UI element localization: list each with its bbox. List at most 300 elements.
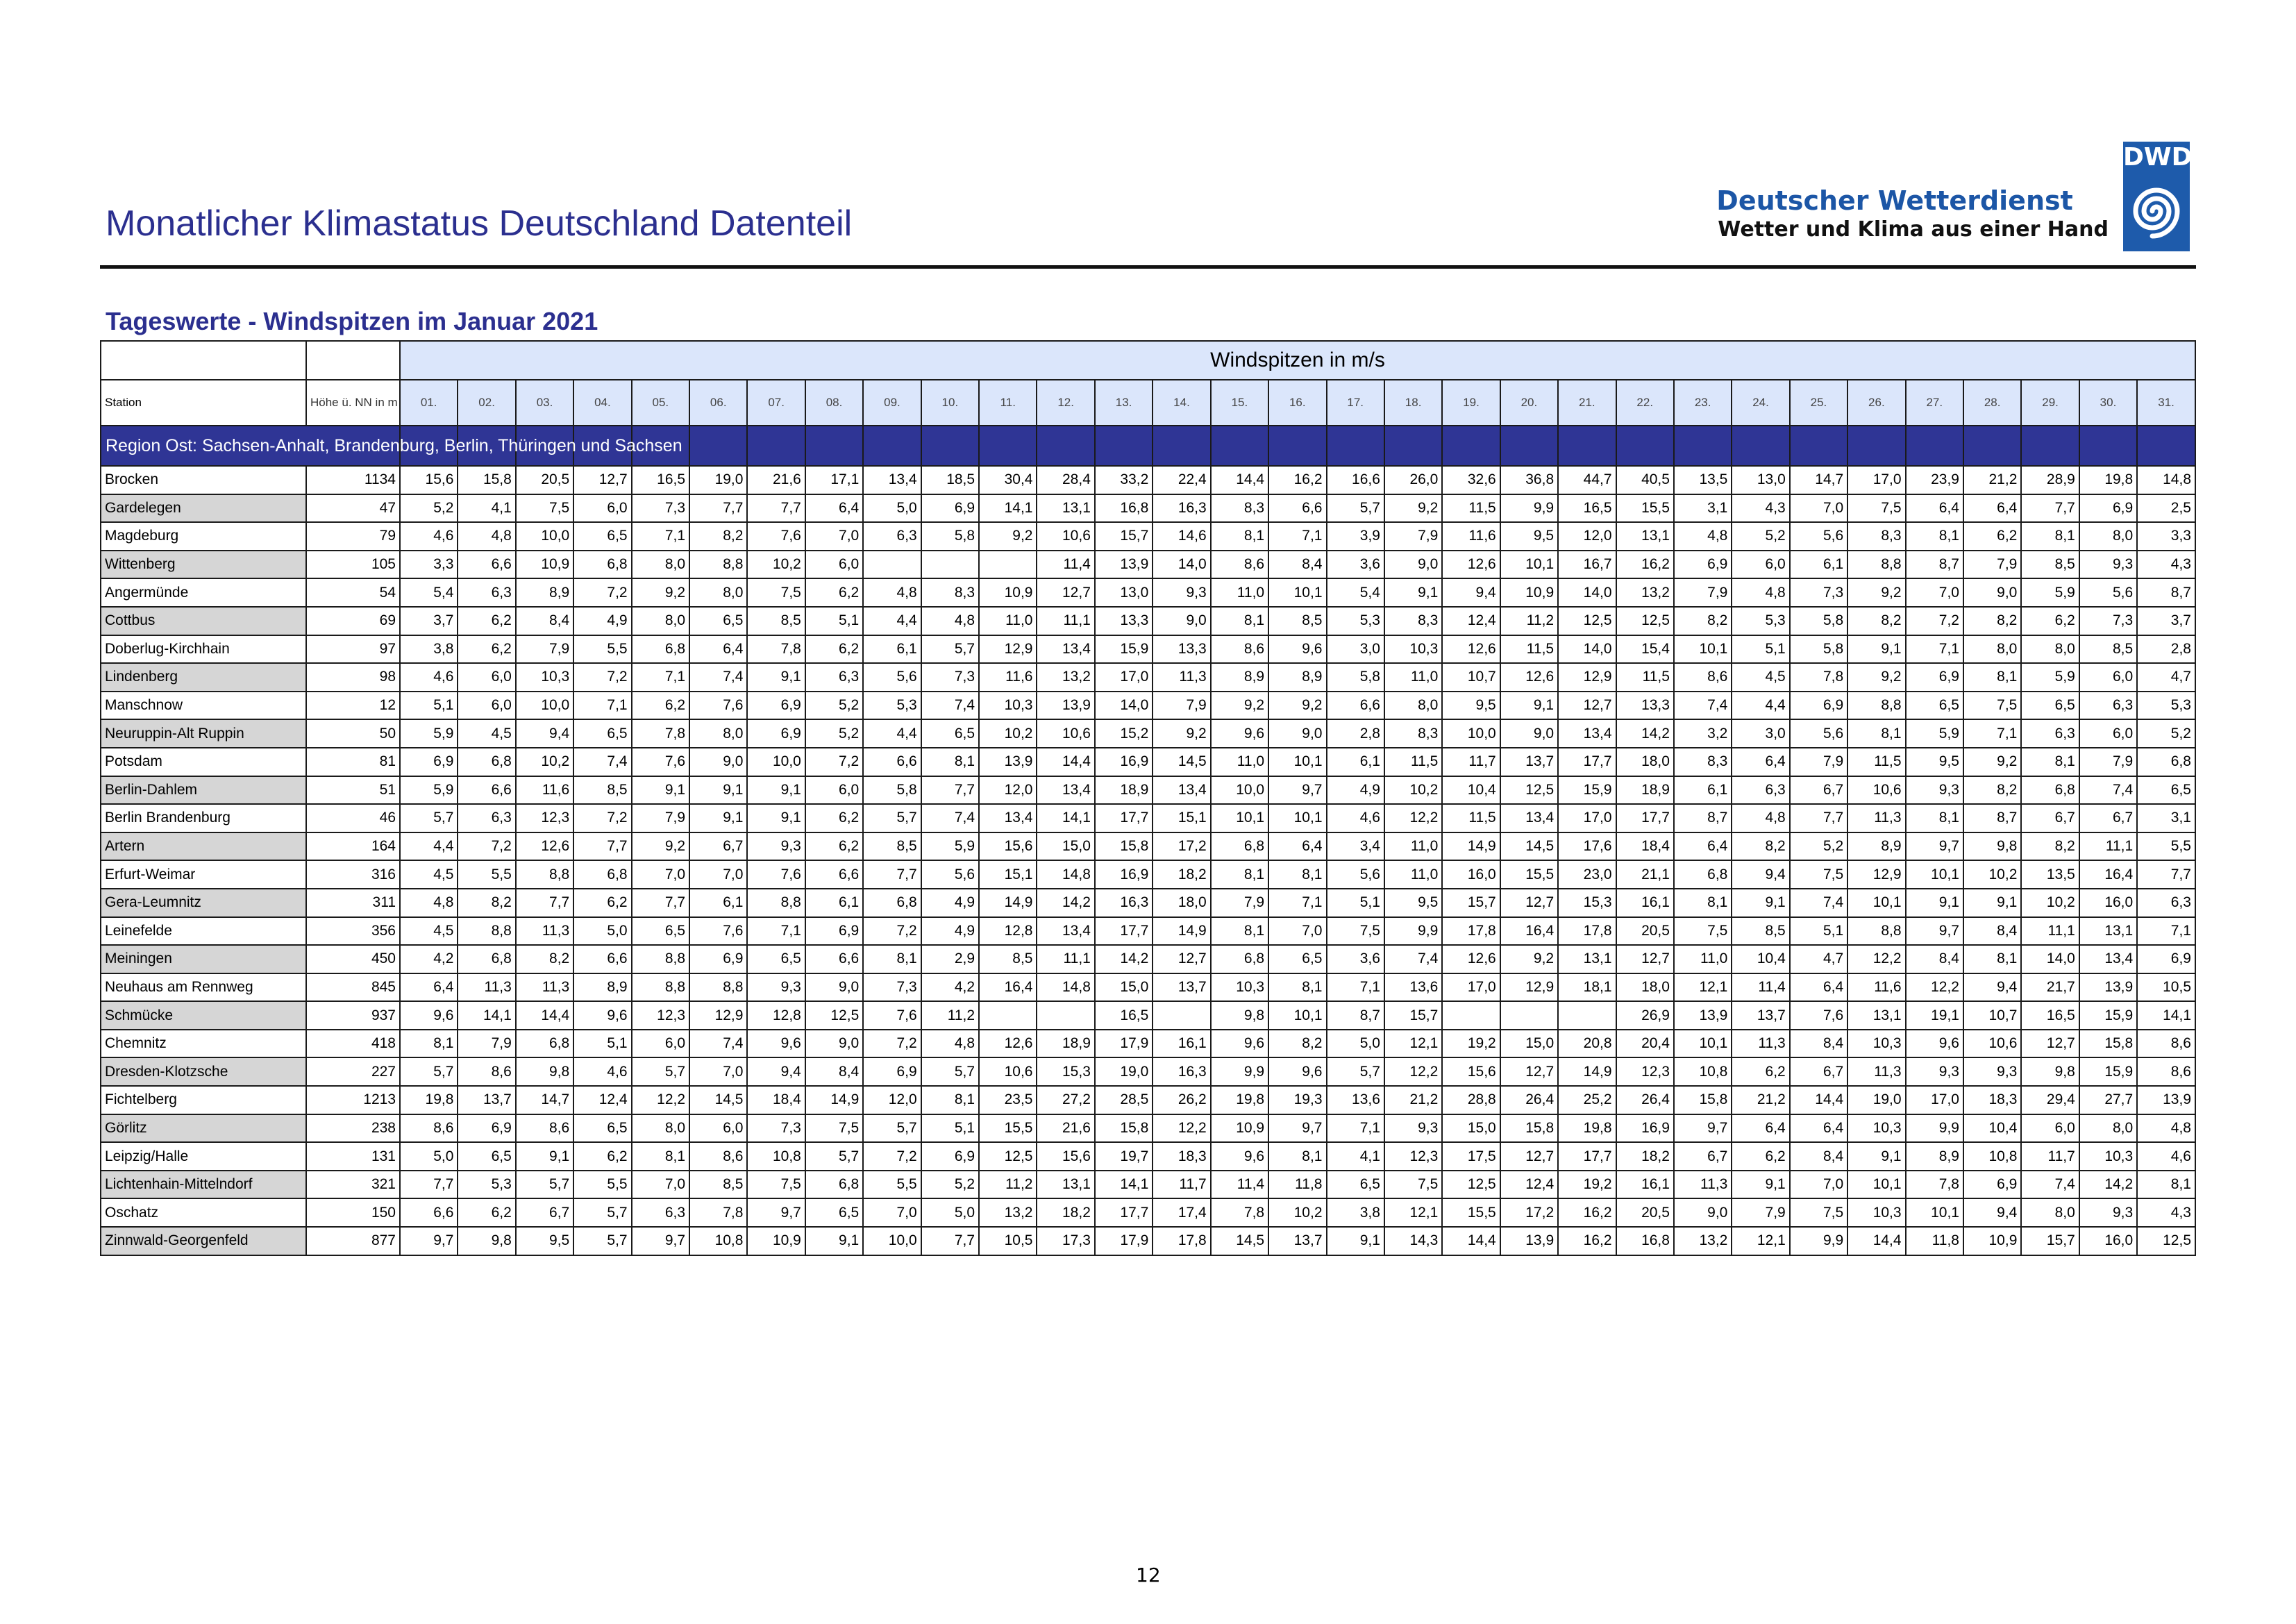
- wind-value-cell: 9,9: [1211, 1057, 1268, 1086]
- wind-value-cell: 9,2: [1211, 692, 1268, 720]
- wind-value-cell: 7,7: [863, 860, 921, 889]
- wind-value-cell: 13,5: [1674, 466, 1732, 494]
- wind-value-cell: 6,0: [1732, 551, 1789, 579]
- station-name: Leinefelde: [101, 917, 306, 946]
- region-cell: [2137, 426, 2195, 466]
- wind-value-cell: 7,4: [921, 804, 979, 832]
- wind-value-cell: 16,2: [1268, 466, 1326, 494]
- wind-value-cell: 9,1: [747, 776, 805, 805]
- wind-value-cell: 7,0: [632, 860, 689, 889]
- wind-value-cell: 8,1: [1211, 522, 1268, 551]
- wind-value-cell: 16,3: [1095, 889, 1153, 917]
- wind-value-cell: 12,9: [979, 635, 1037, 664]
- wind-value-cell: 44,7: [1558, 466, 1616, 494]
- wind-value-cell: 6,2: [458, 635, 515, 664]
- wind-value-cell: 7,3: [747, 1114, 805, 1143]
- wind-value-cell: 6,6: [573, 945, 631, 973]
- wind-value-cell: 11,0: [1384, 663, 1442, 692]
- day-header: 10.: [921, 380, 979, 426]
- wind-value-cell: 19,0: [1847, 1086, 1905, 1114]
- wind-value-cell: 19,7: [1095, 1142, 1153, 1171]
- wind-value-cell: 9,2: [1384, 494, 1442, 523]
- wind-value-cell: 14,4: [1790, 1086, 1847, 1114]
- wind-value-cell: 9,5: [1384, 889, 1442, 917]
- day-header: 11.: [979, 380, 1037, 426]
- station-height: 51: [306, 776, 400, 805]
- wind-value-cell: 10,2: [2021, 889, 2079, 917]
- wind-value-cell: 6,5: [1268, 945, 1326, 973]
- wind-value-cell: 4,8: [863, 578, 921, 607]
- wind-value-cell: 15,8: [1500, 1114, 1558, 1143]
- region-cell: [1384, 426, 1442, 466]
- wind-value-cell: 8,4: [1906, 945, 1963, 973]
- region-cell: [1211, 426, 1268, 466]
- wind-value-cell: 12,1: [1384, 1030, 1442, 1058]
- wind-value-cell: 7,7: [689, 494, 747, 523]
- wind-value-cell: 9,2: [979, 522, 1037, 551]
- wind-value-cell: 8,3: [1384, 607, 1442, 635]
- wind-value-cell: 14,4: [1442, 1227, 1500, 1255]
- station-name: Görlitz: [101, 1114, 306, 1143]
- wind-value-cell: 17,8: [1558, 917, 1616, 946]
- wind-value-cell: 17,7: [1558, 748, 1616, 776]
- wind-value-cell: 2,8: [1327, 719, 1384, 748]
- wind-value-cell: 7,9: [632, 804, 689, 832]
- wind-value-cell: 30,4: [979, 466, 1037, 494]
- wind-value-cell: 4,4: [400, 832, 458, 861]
- wind-value-cell: 15,6: [979, 832, 1037, 861]
- wind-value-cell: 14,2: [1095, 945, 1153, 973]
- wind-value-cell: 9,4: [1732, 860, 1789, 889]
- wind-value-cell: 10,3: [1847, 1030, 1905, 1058]
- table-row: [101, 1142, 2195, 1171]
- wind-value-cell: 11,6: [516, 776, 573, 805]
- wind-value-cell: 17,7: [1616, 804, 1674, 832]
- wind-value-cell: 6,6: [1327, 692, 1384, 720]
- wind-value-cell: 14,4: [1037, 748, 1094, 776]
- wind-value-cell: 3,7: [400, 607, 458, 635]
- region-cell: [2079, 426, 2137, 466]
- wind-value-cell: 16,5: [1558, 494, 1616, 523]
- wind-value-cell: 21,2: [1963, 466, 2021, 494]
- wind-value-cell: 8,5: [689, 1171, 747, 1199]
- wind-value-cell: 18,4: [1616, 832, 1674, 861]
- wind-value-cell: 12,4: [1500, 1171, 1558, 1199]
- wind-value-cell: 12,5: [1500, 776, 1558, 805]
- wind-value-cell: 14,4: [1847, 1227, 1905, 1255]
- wind-value-cell: 19,8: [1558, 1114, 1616, 1143]
- wind-value-cell: 8,0: [2021, 635, 2079, 664]
- wind-value-cell: 13,4: [1500, 804, 1558, 832]
- wind-value-cell: 7,8: [632, 719, 689, 748]
- station-height: 845: [306, 973, 400, 1002]
- wind-value-cell: 11,5: [1442, 804, 1500, 832]
- region-text: Region Ost: Sachsen-Anhalt, Brandenburg, Berlin, Thüringen und Sachsen: [106, 435, 682, 455]
- day-header: 26.: [1847, 380, 1905, 426]
- wind-value-cell: 9,2: [1500, 945, 1558, 973]
- wind-value-cell: 7,0: [1906, 578, 1963, 607]
- wind-value-cell: 8,6: [1674, 663, 1732, 692]
- wind-value-cell: 9,5: [516, 1227, 573, 1255]
- wind-value-cell: 11,1: [1037, 607, 1094, 635]
- wind-value-cell: 12,6: [1442, 635, 1500, 664]
- wind-value-cell: 8,7: [1327, 1001, 1384, 1030]
- station-height: 450: [306, 945, 400, 973]
- region-label: [101, 426, 682, 466]
- day-header: 28.: [1963, 380, 2021, 426]
- wind-value-cell: 15,5: [1500, 860, 1558, 889]
- wind-value-cell: 9,8: [2021, 1057, 2079, 1086]
- wind-value-cell: 3,8: [400, 635, 458, 664]
- wind-value-cell: 28,5: [1095, 1086, 1153, 1114]
- wind-value-cell: 5,5: [573, 1171, 631, 1199]
- day-header: 31.: [2137, 380, 2195, 426]
- wind-value-cell: 16,8: [1616, 1227, 1674, 1255]
- wind-value-cell: 8,1: [2137, 1171, 2195, 1199]
- region-cell: [1037, 426, 1094, 466]
- wind-value-cell: 8,0: [632, 1114, 689, 1143]
- wind-value-cell: 5,9: [2021, 578, 2079, 607]
- wind-value-cell: 8,0: [689, 578, 747, 607]
- station-name: Doberlug-Kirchhain: [101, 635, 306, 664]
- wind-value-cell: 26,2: [1153, 1086, 1210, 1114]
- wind-value-cell: 6,7: [516, 1198, 573, 1227]
- wind-value-cell: 26,9: [1616, 1001, 1674, 1030]
- wind-value-cell: 14,1: [1095, 1171, 1153, 1199]
- wind-value-cell: 12,2: [1906, 973, 1963, 1002]
- wind-value-cell: 7,6: [689, 692, 747, 720]
- wind-value-cell: 6,8: [573, 860, 631, 889]
- wind-value-cell: 7,4: [1384, 945, 1442, 973]
- wind-value-cell: 15,9: [2079, 1057, 2137, 1086]
- wind-value-cell: 9,1: [1847, 635, 1905, 664]
- wind-value-cell: 17,4: [1153, 1198, 1210, 1227]
- wind-value-cell: 8,1: [1674, 889, 1732, 917]
- wind-value-cell: 7,1: [1327, 973, 1384, 1002]
- wind-value-cell: 12,3: [1384, 1142, 1442, 1171]
- wind-value-cell: 13,2: [1037, 663, 1094, 692]
- wind-value-cell: 3,6: [1327, 551, 1384, 579]
- wind-value-cell: 9,1: [632, 776, 689, 805]
- region-cell: [1674, 426, 1732, 466]
- wind-value-cell: 16,9: [1095, 748, 1153, 776]
- wind-value-cell: 2,8: [2137, 635, 2195, 664]
- wind-value-cell: 5,5: [458, 860, 515, 889]
- wind-value-cell: 20,5: [1616, 1198, 1674, 1227]
- wind-value-cell: 10,1: [1847, 1171, 1905, 1199]
- wind-value-cell: 12,8: [747, 1001, 805, 1030]
- table-row: [101, 466, 2195, 494]
- wind-value-cell: 5,7: [516, 1171, 573, 1199]
- wind-value-cell: 6,0: [458, 692, 515, 720]
- wind-value-cell: 16,2: [1558, 1198, 1616, 1227]
- wind-value-cell: 8,1: [1268, 1142, 1326, 1171]
- wind-value-cell: 10,6: [1963, 1030, 2021, 1058]
- wind-value-cell: [1037, 1001, 1094, 1030]
- wind-value-cell: 13,4: [1558, 719, 1616, 748]
- wind-value-cell: 5,1: [400, 692, 458, 720]
- wind-value-cell: 9,7: [400, 1227, 458, 1255]
- wind-value-cell: 9,3: [1963, 1057, 2021, 1086]
- wind-value-cell: 10,8: [689, 1227, 747, 1255]
- wind-value-cell: 19,8: [1211, 1086, 1268, 1114]
- wind-value-cell: 5,7: [400, 804, 458, 832]
- header-row-group: [101, 341, 2195, 380]
- wind-value-cell: 33,2: [1095, 466, 1153, 494]
- wind-value-cell: 13,1: [2079, 917, 2137, 946]
- wind-value-cell: 9,0: [805, 1030, 863, 1058]
- wind-value-cell: 5,7: [863, 1114, 921, 1143]
- wind-value-cell: 5,2: [921, 1171, 979, 1199]
- wind-value-cell: 11,6: [1847, 973, 1905, 1002]
- wind-value-cell: 6,4: [805, 494, 863, 523]
- wind-value-cell: 9,9: [1790, 1227, 1847, 1255]
- wind-value-cell: 4,8: [1674, 522, 1732, 551]
- wind-value-cell: 12,7: [2021, 1030, 2079, 1058]
- station-name: Berlin Brandenburg: [101, 804, 306, 832]
- wind-value-cell: 26,4: [1616, 1086, 1674, 1114]
- wind-value-cell: 9,1: [689, 804, 747, 832]
- wind-value-cell: 11,6: [979, 663, 1037, 692]
- wind-value-cell: 15,6: [1442, 1057, 1500, 1086]
- station-height: 150: [306, 1198, 400, 1227]
- station-name: Manschnow: [101, 692, 306, 720]
- table-row: [101, 494, 2195, 523]
- wind-value-cell: 6,0: [805, 776, 863, 805]
- table-row: [101, 1227, 2195, 1255]
- wind-value-cell: 6,0: [458, 663, 515, 692]
- wind-value-cell: 6,4: [1790, 1114, 1847, 1143]
- region-cell: [1095, 426, 1153, 466]
- station-height: 316: [306, 860, 400, 889]
- wind-value-cell: 7,1: [1327, 1114, 1384, 1143]
- wind-value-cell: 4,5: [1732, 663, 1789, 692]
- wind-value-cell: 6,8: [458, 945, 515, 973]
- wind-value-cell: 5,0: [573, 917, 631, 946]
- wind-value-cell: 7,4: [1674, 692, 1732, 720]
- wind-value-cell: 4,2: [400, 945, 458, 973]
- wind-value-cell: 6,6: [458, 776, 515, 805]
- wind-value-cell: 9,1: [1963, 889, 2021, 917]
- wind-value-cell: 11,5: [1847, 748, 1905, 776]
- wind-value-cell: 9,0: [1674, 1198, 1732, 1227]
- station-name: Artern: [101, 832, 306, 861]
- wind-value-cell: 5,1: [805, 607, 863, 635]
- region-cell: [689, 426, 747, 466]
- wind-value-cell: 8,6: [516, 1114, 573, 1143]
- wind-value-cell: 11,5: [1442, 494, 1500, 523]
- wind-value-cell: 8,5: [979, 945, 1037, 973]
- table-row: [101, 692, 2195, 720]
- wind-value-cell: 8,5: [1732, 917, 1789, 946]
- wind-value-cell: 8,8: [632, 945, 689, 973]
- wind-value-cell: 10,4: [1732, 945, 1789, 973]
- wind-value-cell: 7,4: [689, 1030, 747, 1058]
- wind-value-cell: 8,1: [2021, 522, 2079, 551]
- wind-value-cell: 17,6: [1558, 832, 1616, 861]
- wind-value-cell: 8,4: [1963, 917, 2021, 946]
- wind-value-cell: 7,1: [1963, 719, 2021, 748]
- wind-value-cell: 7,2: [863, 1030, 921, 1058]
- wind-value-cell: 14,0: [1095, 692, 1153, 720]
- wind-value-cell: 17,7: [1558, 1142, 1616, 1171]
- station-height: 356: [306, 917, 400, 946]
- region-cell: [1268, 426, 1326, 466]
- wind-value-cell: 12,1: [1674, 973, 1732, 1002]
- wind-value-cell: 13,1: [1037, 1171, 1094, 1199]
- wind-value-cell: 6,3: [805, 663, 863, 692]
- wind-value-cell: 9,3: [747, 973, 805, 1002]
- wind-value-cell: 6,1: [1327, 748, 1384, 776]
- wind-value-cell: 7,7: [400, 1171, 458, 1199]
- station-name: Magdeburg: [101, 522, 306, 551]
- wind-value-cell: 7,1: [747, 917, 805, 946]
- wind-value-cell: 7,0: [632, 1171, 689, 1199]
- wind-value-cell: 12,2: [632, 1086, 689, 1114]
- wind-value-cell: 6,5: [2137, 776, 2195, 805]
- day-header: 29.: [2021, 380, 2079, 426]
- wind-value-cell: 13,2: [979, 1198, 1037, 1227]
- station-name: Fichtelberg: [101, 1086, 306, 1114]
- section-title: Tageswerte - Windspitzen im Januar 2021: [106, 307, 598, 335]
- wind-value-cell: 6,0: [573, 494, 631, 523]
- wind-value-cell: 6,1: [1790, 551, 1847, 579]
- wind-value-cell: 7,9: [1674, 578, 1732, 607]
- wind-value-cell: 13,2: [1616, 578, 1674, 607]
- wind-value-cell: 19,8: [2079, 466, 2137, 494]
- wind-value-cell: 17,8: [1153, 1227, 1210, 1255]
- wind-value-cell: 10,3: [1384, 635, 1442, 664]
- wind-value-cell: 4,8: [2137, 1114, 2195, 1143]
- wind-value-cell: 9,0: [805, 973, 863, 1002]
- day-header: 20.: [1500, 380, 1558, 426]
- wind-value-cell: 6,5: [2021, 692, 2079, 720]
- wind-value-cell: 14,9: [1442, 832, 1500, 861]
- wind-value-cell: 14,4: [1211, 466, 1268, 494]
- wind-value-cell: 13,3: [1616, 692, 1674, 720]
- wind-value-cell: 7,4: [2079, 776, 2137, 805]
- wind-value-cell: 3,0: [1732, 719, 1789, 748]
- wind-value-cell: 7,6: [863, 1001, 921, 1030]
- wind-value-cell: 5,6: [1790, 719, 1847, 748]
- wind-value-cell: 5,4: [1327, 578, 1384, 607]
- wind-value-cell: 7,1: [573, 692, 631, 720]
- wind-value-cell: 12,2: [1384, 804, 1442, 832]
- wind-value-cell: 8,2: [2021, 832, 2079, 861]
- wind-value-cell: 12,9: [1500, 973, 1558, 1002]
- wind-value-cell: 6,5: [573, 719, 631, 748]
- wind-value-cell: 5,9: [921, 832, 979, 861]
- wind-value-cell: 15,3: [1037, 1057, 1094, 1086]
- wind-value-cell: 4,7: [1790, 945, 1847, 973]
- wind-value-cell: 14,1: [979, 494, 1037, 523]
- wind-value-cell: 5,2: [2137, 719, 2195, 748]
- wind-value-cell: 8,5: [747, 607, 805, 635]
- wind-value-cell: 12,6: [1500, 663, 1558, 692]
- wind-value-cell: 9,1: [1906, 889, 1963, 917]
- wind-value-cell: 6,2: [805, 832, 863, 861]
- wind-value-cell: 6,9: [1790, 692, 1847, 720]
- wind-value-cell: 13,1: [1847, 1001, 1905, 1030]
- wind-value-cell: 9,7: [632, 1227, 689, 1255]
- wind-value-cell: 14,8: [1037, 973, 1094, 1002]
- wind-value-cell: 11,2: [979, 1171, 1037, 1199]
- wind-value-cell: 5,2: [1790, 832, 1847, 861]
- wind-value-cell: 12,1: [1384, 1198, 1442, 1227]
- wind-value-cell: 12,2: [1847, 945, 1905, 973]
- wind-value-cell: 21,7: [2021, 973, 2079, 1002]
- wind-value-cell: 6,4: [1732, 748, 1789, 776]
- wind-value-cell: 7,1: [632, 522, 689, 551]
- wind-value-cell: 14,5: [1500, 832, 1558, 861]
- station-name: Dresden-Klotzsche: [101, 1057, 306, 1086]
- wind-value-cell: 8,8: [1847, 551, 1905, 579]
- wind-value-cell: 7,9: [458, 1030, 515, 1058]
- wind-value-cell: 15,1: [1153, 804, 1210, 832]
- wind-value-cell: 17,9: [1095, 1227, 1153, 1255]
- wind-value-cell: 17,0: [1906, 1086, 1963, 1114]
- wind-value-cell: 12,7: [1037, 578, 1094, 607]
- wind-value-cell: 5,6: [921, 860, 979, 889]
- wind-value-cell: 18,0: [1153, 889, 1210, 917]
- wind-value-cell: 6,2: [573, 889, 631, 917]
- wind-value-cell: 5,9: [2021, 663, 2079, 692]
- wind-value-cell: 2,5: [2137, 494, 2195, 523]
- wind-value-cell: 14,1: [458, 1001, 515, 1030]
- wind-value-cell: 14,9: [979, 889, 1037, 917]
- table-row: [101, 522, 2195, 551]
- wind-value-cell: 25,2: [1558, 1086, 1616, 1114]
- wind-value-cell: 8,9: [1211, 663, 1268, 692]
- wind-value-cell: 6,8: [2137, 748, 2195, 776]
- wind-value-cell: 14,0: [1558, 578, 1616, 607]
- region-cell: [1732, 426, 1789, 466]
- day-header: 05.: [632, 380, 689, 426]
- station-name: Oschatz: [101, 1198, 306, 1227]
- wind-value-cell: 4,3: [2137, 1198, 2195, 1227]
- table-row: [101, 945, 2195, 973]
- wind-value-cell: 10,0: [747, 748, 805, 776]
- wind-value-cell: 10,9: [1500, 578, 1558, 607]
- wind-value-cell: 8,8: [1847, 917, 1905, 946]
- wind-value-cell: 23,5: [979, 1086, 1037, 1114]
- wind-value-cell: 9,9: [1384, 917, 1442, 946]
- wind-value-cell: 40,5: [1616, 466, 1674, 494]
- wind-value-cell: 28,4: [1037, 466, 1094, 494]
- wind-value-cell: 6,8: [1211, 945, 1268, 973]
- wind-value-cell: 9,3: [2079, 1198, 2137, 1227]
- wind-value-cell: 9,1: [1500, 692, 1558, 720]
- wind-value-cell: 3,8: [1327, 1198, 1384, 1227]
- wind-value-cell: 6,8: [1211, 832, 1268, 861]
- wind-value-cell: [1500, 1001, 1558, 1030]
- wind-value-cell: 12,3: [1616, 1057, 1674, 1086]
- wind-value-cell: 16,0: [2079, 1227, 2137, 1255]
- wind-value-cell: 7,3: [2079, 607, 2137, 635]
- wind-value-cell: 27,2: [1037, 1086, 1094, 1114]
- wind-value-cell: 5,4: [400, 578, 458, 607]
- wind-value-cell: 7,2: [573, 663, 631, 692]
- region-cell: [2021, 426, 2079, 466]
- wind-value-cell: 15,0: [1037, 832, 1094, 861]
- wind-value-cell: 6,7: [1674, 1142, 1732, 1171]
- wind-value-cell: 13,4: [1037, 917, 1094, 946]
- wind-value-cell: 8,1: [2021, 748, 2079, 776]
- wind-value-cell: 18,3: [1153, 1142, 1210, 1171]
- wind-value-cell: 15,2: [1095, 719, 1153, 748]
- station-name: Neuruppin-Alt Ruppin: [101, 719, 306, 748]
- wind-value-cell: 15,7: [1442, 889, 1500, 917]
